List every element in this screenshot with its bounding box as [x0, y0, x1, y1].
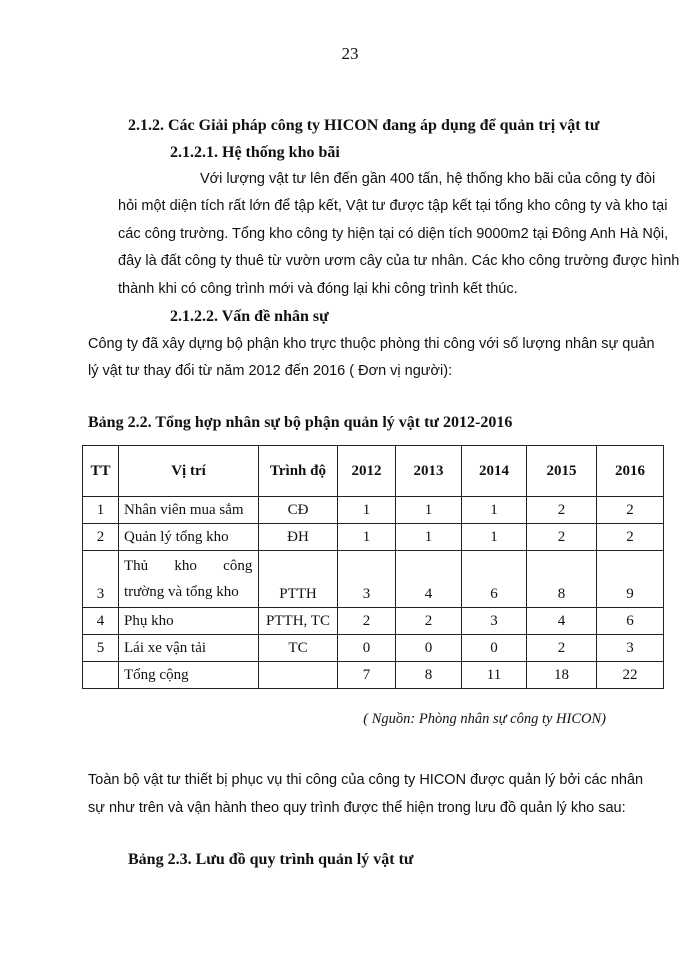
cell-value: 2	[338, 608, 396, 635]
subsection-heading-personnel: 2.1.2.2. Vấn đề nhân sự	[170, 308, 329, 325]
table-row	[83, 635, 664, 662]
cell-value: 2	[527, 497, 597, 524]
header-2013: 2013	[396, 446, 462, 497]
cell-value: 4	[396, 551, 462, 608]
cell-value: 6	[597, 608, 664, 635]
header-position: Vị trí	[119, 446, 259, 497]
cell-qualification: PTTH, TC	[259, 608, 338, 635]
source-note: ( Nguồn: Phòng nhân sự công ty HICON)	[363, 711, 606, 727]
paragraph-line: sự như trên và vận hành theo quy trình được thể hiện trong lưu đồ quản lý kho sau:	[88, 800, 626, 816]
cell-value: 1	[396, 524, 462, 551]
table-row	[83, 524, 664, 551]
cell-value: 2	[396, 608, 462, 635]
header-2014: 2014	[462, 446, 527, 497]
table-header-row	[83, 446, 664, 497]
table-total-row	[83, 662, 664, 689]
cell-total-value: 18	[527, 662, 597, 689]
cell-value: 1	[396, 497, 462, 524]
header-2016: 2016	[597, 446, 664, 497]
cell-value: 3	[338, 551, 396, 608]
cell-value: 6	[462, 551, 527, 608]
cell-qualification: CĐ	[259, 497, 338, 524]
subsection-heading-warehouse: 2.1.2.1. Hệ thống kho bãi	[170, 144, 340, 161]
cell-value: 0	[396, 635, 462, 662]
paragraph-line: lý vật tư thay đổi từ năm 2012 đến 2016 ( Đơn vị người):	[88, 363, 453, 379]
cell-value: 1	[338, 497, 396, 524]
cell-total-value: 22	[597, 662, 664, 689]
cell-qualification: PTTH	[259, 551, 338, 608]
cell-value: 3	[462, 608, 527, 635]
cell-tt: 5	[83, 635, 119, 662]
cell-value: 2	[527, 524, 597, 551]
personnel-table	[82, 445, 664, 689]
table-row	[83, 497, 664, 524]
cell-tt: 2	[83, 524, 119, 551]
paragraph-line: Công ty đã xây dựng bộ phận kho trực thuộc phòng thi công với số lượng nhân sự quản	[88, 336, 655, 352]
table-row	[83, 608, 664, 635]
cell-position	[119, 551, 259, 608]
cell-value: 0	[462, 635, 527, 662]
cell-qualification: TC	[259, 635, 338, 662]
table-caption: Bảng 2.2. Tổng hợp nhân sự bộ phận quản lý vật tư 2012-2016	[88, 414, 513, 431]
cell-total-value: 7	[338, 662, 396, 689]
cell-total-value: 11	[462, 662, 527, 689]
section-heading: 2.1.2. Các Giải pháp công ty HICON đang áp dụng để quản trị vật tư	[128, 117, 600, 134]
cell-value: 4	[527, 608, 597, 635]
cell-value: 1	[338, 524, 396, 551]
cell-position: Quản lý tổng kho	[119, 524, 259, 551]
header-tt: TT	[83, 446, 119, 497]
cell-position: Phụ kho	[119, 608, 259, 635]
cell-value: 8	[527, 551, 597, 608]
cell-position: Lái xe vận tải	[119, 635, 259, 662]
paragraph-line: đây là đất công ty thuê từ vườn ươm cây của tư nhân. Các kho công trường được hình	[118, 253, 680, 269]
cell-position: Nhân viên mua sắm	[119, 497, 259, 524]
cell-value: 0	[338, 635, 396, 662]
cell-tt	[83, 662, 119, 689]
page-number: 23	[341, 44, 359, 63]
cell-tt: 3	[83, 551, 119, 608]
cell-total-value: 8	[396, 662, 462, 689]
cell-qualification	[259, 662, 338, 689]
flowchart-caption: Bảng 2.3. Lưu đồ quy trình quản lý vật tư	[128, 851, 414, 868]
paragraph-line: hỏi một diện tích rất lớn để tập kết, Vật tư được tập kết tại tổng kho công ty và kho tại	[118, 198, 668, 214]
header-2015: 2015	[527, 446, 597, 497]
cell-value: 2	[527, 635, 597, 662]
cell-tt: 1	[83, 497, 119, 524]
cell-value: 1	[462, 524, 527, 551]
cell-value: 1	[462, 497, 527, 524]
paragraph-line: thành khi có công trình mới và đóng lại khi công trình kết thúc.	[118, 281, 518, 297]
cell-position-line: Thủ kho công	[124, 558, 253, 574]
cell-total-label: Tổng cộng	[119, 662, 259, 689]
paragraph-line: Toàn bộ vật tư thiết bị phục vụ thi công của công ty HICON được quản lý bởi các nhân	[88, 772, 644, 788]
cell-qualification: ĐH	[259, 524, 338, 551]
table-row	[83, 551, 664, 608]
cell-value: 2	[597, 524, 664, 551]
header-qualification: Trình độ	[259, 446, 338, 497]
paragraph-line: Với lượng vật tư lên đến gần 400 tấn, hệ thống kho bãi của công ty đòi	[200, 171, 656, 187]
cell-tt: 4	[83, 608, 119, 635]
cell-position-line: trường và tổng kho	[124, 584, 239, 600]
cell-value: 3	[597, 635, 664, 662]
cell-value: 9	[597, 551, 664, 608]
paragraph-line: các công trường. Tổng kho công ty hiện tại có diện tích 9000m2 tại Đông Anh Hà Nội,	[118, 226, 669, 242]
header-2012: 2012	[338, 446, 396, 497]
cell-value: 2	[597, 497, 664, 524]
